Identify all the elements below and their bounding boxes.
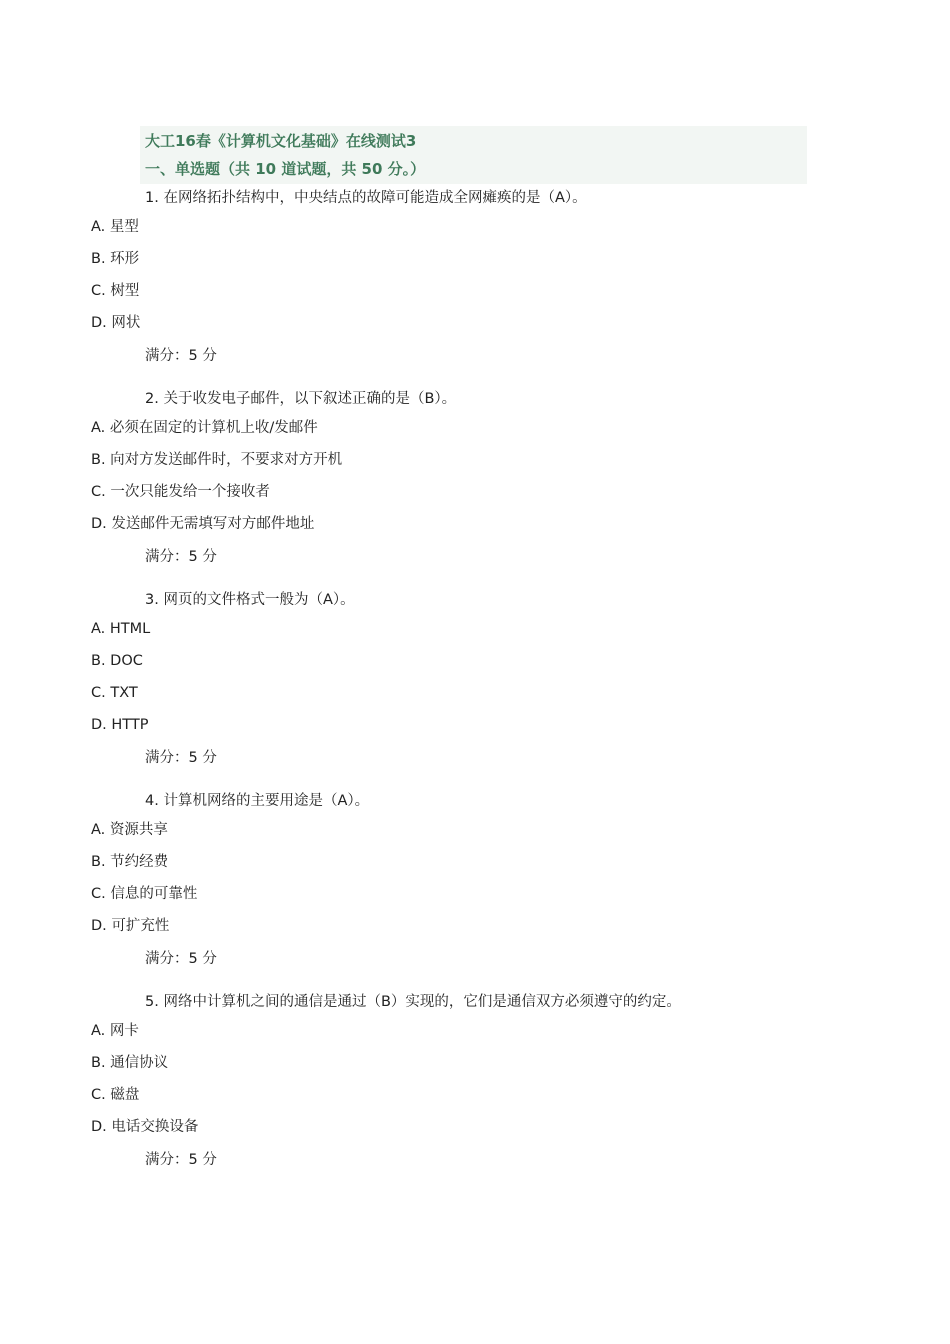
option-b: B. DOC (91, 653, 143, 669)
question-5 (0, 992, 950, 1193)
option-c: C. 一次只能发给一个接收者 (91, 484, 270, 500)
option-a: A. 星型 (91, 219, 139, 235)
option-d: D. 电话交换设备 (91, 1119, 199, 1135)
score-label: 满分：5 分 (145, 1152, 217, 1168)
question-4 (0, 791, 950, 992)
score-label: 满分：5 分 (145, 750, 217, 766)
option-a: A. 必须在固定的计算机上收/发邮件 (91, 420, 318, 436)
score-label: 满分：5 分 (145, 348, 217, 364)
question-text: 5. 网络中计算机之间的通信是通过（B）实现的，它们是通信双方必须遵守的约定。 (145, 994, 681, 1010)
question-text: 1. 在网络拓扑结构中，中央结点的故障可能造成全网瘫痪的是（A）。 (145, 190, 587, 206)
page-title: 大工16春《计算机文化基础》在线测试3 (145, 132, 417, 150)
option-a: A. 网卡 (91, 1023, 139, 1039)
option-b: B. 通信协议 (91, 1055, 169, 1071)
option-a: A. HTML (91, 621, 151, 637)
option-b: B. 节约经费 (91, 854, 169, 870)
question-1 (0, 188, 950, 389)
option-b: B. 向对方发送邮件时，不要求对方开机 (91, 452, 343, 468)
option-d: D. 发送邮件无需填写对方邮件地址 (91, 516, 315, 532)
question-text: 3. 网页的文件格式一般为（A）。 (145, 592, 355, 608)
question-2 (0, 389, 950, 590)
option-d: D. 网状 (91, 315, 141, 331)
option-a: A. 资源共享 (91, 822, 168, 838)
question-list (0, 188, 950, 1193)
question-text: 2. 关于收发电子邮件，以下叙述正确的是（B）。 (145, 391, 457, 407)
question-3 (0, 590, 950, 791)
score-label: 满分：5 分 (145, 951, 217, 967)
section-heading: 一、单选题（共 10 道试题，共 50 分。） (145, 160, 426, 178)
option-d: D. HTTP (91, 717, 149, 733)
option-d: D. 可扩充性 (91, 918, 170, 934)
option-c: C. TXT (91, 685, 138, 701)
option-c: C. 磁盘 (91, 1087, 140, 1103)
option-c: C. 信息的可靠性 (91, 886, 198, 902)
question-text: 4. 计算机网络的主要用途是（A）。 (145, 793, 370, 809)
option-c: C. 树型 (91, 283, 140, 299)
option-b: B. 环形 (91, 251, 140, 267)
score-label: 满分：5 分 (145, 549, 217, 565)
